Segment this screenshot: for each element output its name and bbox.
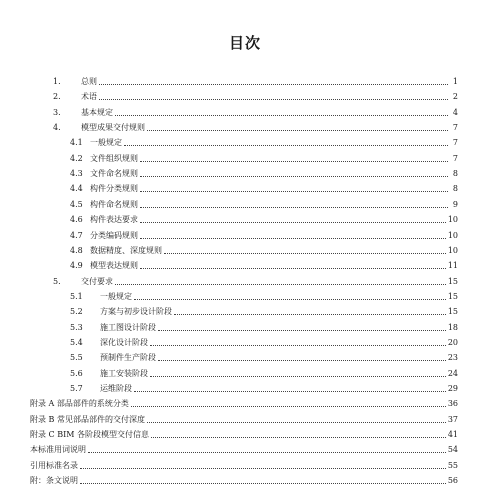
toc-entry-label: 附录 A 部品部件的系统分类 [30,399,129,409]
toc-entry[interactable] [30,396,458,409]
toc-entry-label: 交付要求 [81,276,113,286]
toc-entry[interactable] [70,289,458,302]
toc-entry-label: 引用标准名录 [30,460,78,470]
toc-entry-page: 18 [447,322,458,332]
toc-entry[interactable] [30,442,458,455]
toc-entry-page: 15 [447,276,458,286]
dot-leader [140,221,446,223]
toc-entry-label: 施工安装阶段 [100,368,148,378]
toc-entry-page: 55 [447,460,458,470]
toc-entry-page: 1 [452,77,458,86]
toc-entry[interactable] [53,74,458,87]
toc-entry[interactable] [70,135,458,148]
dot-leader [150,375,446,377]
toc-entry-page: 8 [452,169,458,179]
toc-entry-page: 37 [447,414,458,424]
toc-entry-page: 10 [447,230,458,240]
toc-entry[interactable] [70,320,458,333]
toc-entry-label: 模型表达规则 [90,261,138,271]
toc-entry-label: 构件分类规则 [90,184,138,194]
toc-entry-label: 方案与初步设计阶段 [100,307,172,317]
toc-entry-label: 术语 [81,92,97,102]
toc-entry-label: 构件命名规则 [90,199,138,209]
toc-entry-page: 36 [447,399,458,409]
dot-leader [99,83,448,85]
toc-entry-label: 构件表达要求 [90,215,138,225]
toc-entry-number: 4.4 [70,184,83,194]
toc-entry-page: 4 [452,107,458,117]
toc-entry-page: 8 [452,184,458,194]
toc-entry-number: 4.8 [70,245,83,255]
toc-entry-page: 24 [447,368,458,378]
toc-entry[interactable] [30,473,458,486]
toc-entry[interactable] [30,412,458,425]
toc-entry-label: 分类编码规则 [90,230,138,240]
toc-entry[interactable] [53,105,458,118]
toc-entry-label: 基本规定 [81,107,113,117]
toc-entry[interactable] [70,335,458,348]
toc-entry[interactable] [70,304,458,317]
dot-leader [134,390,446,392]
dot-leader [140,206,448,208]
toc-entry-label: 一般规定 [90,138,122,148]
toc-entry[interactable] [70,197,458,210]
toc-entry-label: 运维阶段 [100,384,132,393]
page-title: 目次 [228,34,261,52]
toc-entry-number: 5.1 [70,291,83,301]
toc-entry-page: 41 [447,430,458,440]
toc-entry[interactable] [53,120,458,133]
toc-entry-page: 10 [447,215,458,225]
dot-leader [158,359,446,361]
toc-entry-label: 文件命名规则 [90,169,138,179]
dot-leader [80,467,446,469]
toc-entry-page: 56 [447,476,458,486]
toc-entry-number: 3. [53,107,61,117]
dot-leader [147,129,448,131]
toc-entry-page: 11 [447,261,458,271]
dot-leader [80,482,446,484]
dot-leader [150,344,446,346]
toc-entry[interactable] [70,381,458,394]
dot-leader [140,267,446,269]
toc-entry-page: 7 [452,138,458,148]
toc-entry-number: 4.1 [70,138,83,148]
toc-entry[interactable] [70,166,458,179]
toc-entry-number: 4.9 [70,261,83,271]
toc-entry-number: 5.6 [70,368,83,378]
dot-leader [88,451,446,453]
toc-entry-page: 7 [452,153,458,163]
toc-entry-number: 4.2 [70,153,83,163]
toc-entry-label: 一般规定 [100,291,132,301]
toc-entry[interactable] [70,212,458,225]
toc-entry[interactable] [70,258,458,271]
toc-entry-number: 4.6 [70,215,83,225]
toc-entry-number: 4.3 [70,169,83,179]
toc-entry-label: 总则 [81,77,97,86]
dot-leader [140,175,448,177]
toc-entry-number: 2. [53,92,61,102]
toc-entry-page: 10 [447,245,458,255]
dot-leader [131,405,446,407]
toc-entry-label: 数据精度、深度规则 [90,245,162,255]
toc-entry-label: 文件组织规则 [90,153,138,163]
toc-entry[interactable] [30,427,458,440]
toc-entry-label: 附录 C BIM 各阶段模型交付信息 [30,430,149,440]
toc-entry-number: 4.5 [70,199,83,209]
toc-entry-number: 4.7 [70,230,83,240]
dot-leader [140,160,448,162]
toc-entry-number: 4. [53,123,61,133]
toc-entry-page: 23 [447,353,458,363]
dot-leader [158,329,446,331]
dot-leader [151,436,446,438]
dot-leader [134,298,446,300]
toc-entry-number: 5.2 [70,307,83,317]
toc-entry-number: 1. [53,77,61,86]
toc-entry[interactable] [70,181,458,194]
toc-entry-page: 9 [452,199,458,209]
toc-entry-label: 本标准用词说明 [30,445,86,455]
toc-entry-page: 7 [452,123,458,133]
toc-entry[interactable] [53,89,458,102]
dot-leader [164,252,446,254]
toc-entry-number: 5. [53,276,61,286]
toc-entry[interactable] [70,350,458,363]
toc-entry-label: 附：条文说明 [30,476,78,486]
dot-leader [174,313,446,315]
dot-leader [115,283,446,285]
toc-entry-number: 5.5 [70,353,83,363]
toc-entry-number: 5.3 [70,322,83,332]
toc-entry-page: 15 [447,307,458,317]
toc-entry[interactable] [30,458,458,471]
toc-entry-page: 29 [447,384,458,393]
toc-entry[interactable] [53,274,458,287]
dot-leader [140,237,446,239]
toc-entry-page: 20 [447,337,458,347]
toc-entry-label: 预制件生产阶段 [100,353,156,363]
toc-entry-label: 模型成果交付规则 [81,123,145,133]
toc-entry-page: 2 [452,92,458,102]
dot-leader [140,190,448,192]
dot-leader [115,114,448,116]
toc-entry-label: 施工图设计阶段 [100,322,156,332]
toc-entry-label: 附录 B 常见部品部件的交付深度 [30,414,145,424]
toc-entry[interactable] [70,243,458,256]
toc-entry-page: 54 [447,445,458,455]
dot-leader [147,421,446,423]
toc-entry[interactable] [70,366,458,379]
toc-entry[interactable] [70,151,458,164]
toc-entry-label: 深化设计阶段 [100,337,148,347]
dot-leader [124,144,448,146]
toc-entry-number: 5.7 [70,384,83,393]
toc-entry-page: 15 [447,291,458,301]
toc-entry[interactable] [70,228,458,241]
dot-leader [99,98,448,100]
toc-entry-number: 5.4 [70,337,83,347]
